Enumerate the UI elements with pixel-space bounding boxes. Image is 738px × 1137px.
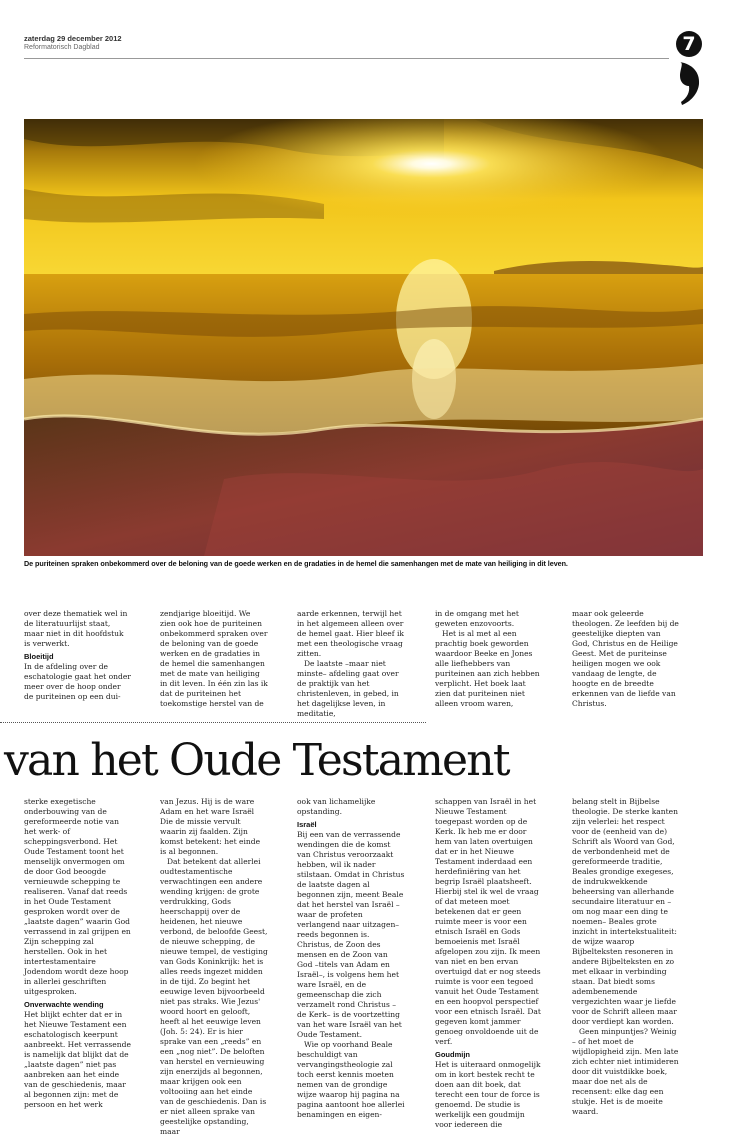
page-number-badge	[676, 31, 702, 57]
sunset-sea-photo	[24, 119, 703, 556]
subheading: Goudmijn	[435, 1050, 470, 1059]
paragraph: Wie op voorhand Beale beschuldigt van vervangingstheologie zal toch eerst kennis moeten nemen van de grondige wijze waarop hij pagina na pagina aantoont hoe allerlei benamingen en eigen-	[297, 1040, 405, 1119]
newspaper-name: Reformatorisch Dagblad	[24, 44, 100, 51]
photo-caption: De puriteinen spraken onbekommerd over de beloning van de goede werken en de gradaties in de hemel die samenhangen met de mate van heiliging in dit leven.	[24, 559, 568, 568]
paragraph: Het is uiteraard onmogelijk om in kort bestek recht te doen aan dit boek, dat terecht een tour de force is genoemd. De studie is werkelijk een goudmijn voor iedereen die	[435, 1060, 541, 1129]
headline: van het Oude Testament	[4, 735, 509, 786]
lower-column-2	[160, 797, 268, 1137]
lower-column-5	[572, 797, 680, 1117]
paragraph: schappen van Israël in het Nieuwe Testament toegepast worden op de Kerk. Ik heb me er door hem van laten overtuigen dat er in het Nieuwe Testament inderdaad een herdefiniëring van het begrip Israël plaatsheeft. Hierbij stel ik wel de vraag of dat meteen moet betekenen dat er geen ruimte meer is voor een etnisch Israël en Gods bemoeienis met Israël afgelopen zou zijn. Ik meen van niet en ben ervan overtuigd dat er nog steeds ruimte is voor een tegoed vanuit het Oude Testament en een hoopvol perspectief voor een etnisch Israël. Dat gegeven komt jammer genoeg onvoldoende uit de verf.	[435, 797, 541, 1046]
paragraph: Het is al met al een prachtig boek geworden waardoor Beeke en Jones alle liefhebbers van puriteinen aan zich hebben verplicht. Het boek laat zien dat puriteinen niet alleen vroom waren,	[435, 629, 540, 708]
paragraph: In de afdeling over de eschatologie gaat het onder meer over de hoop onder de puriteinen op een dui-	[24, 662, 131, 701]
paragraph: ook van lichamelijke opstanding.	[297, 797, 376, 816]
dotted-divider	[0, 722, 426, 723]
paragraph: over deze thematiek wel in de literatuurlijst staat, maar niet in dit hoofdstuk is verwerkt.	[24, 609, 128, 648]
paragraph: zendjarige bloeitijd. We zien ook hoe de puriteinen onbekommerd spraken over de beloning van de goede werken en de gradaties in de hemel die samenhangen met de mate van heiliging in dit leven. In één zin las ik dat de puriteinen het toekomstige herstel van de	[160, 609, 268, 708]
paragraph: aarde erkennen, terwijl het in het algemeen alleen over de hemel gaat. Hier bleef ik met een theologische vraag zitten.	[297, 609, 404, 658]
paragraph: De laatste –maar niet minste– afdeling gaat over de praktijk van het christenleven, in gebed, in het dagelijkse leven, in meditatie,	[297, 659, 399, 718]
page-number: 7	[682, 33, 696, 55]
paragraph: Dat betekent dat allerlei oudtestamentische verwachtingen een andere wending krijgen: de grote verdrukking, Gods heerschappij over de heidenen, het nieuwe verbond, de beloofde Geest, de nieuwe schepping, de nieuwe tempel, de vestiging van Gods Koninkrijk: het is alles reeds ingezet midden in de tijd. Zo begint het eeuwige leven bijvoorbeeld niet pas straks. Wie Jezus' woord hoort en gelooft, heeft al het eeuwige leven (Joh. 5: 24). Er is hier sprake van een „reeds” en een „nog niet”. De beloften van herstel en vernieuwing zijn enerzijds al begonnen, maar krijgen ook een voltooiing aan het einde van de geschiedenis. Dan is er niet alleen sprake van geestelijke opstanding, maar	[160, 857, 268, 1136]
subheading: Bloeitijd	[24, 652, 54, 661]
lower-column-4	[435, 797, 543, 1130]
subheading: Israël	[297, 820, 317, 829]
paragraph: belang stelt in Bijbelse theologie. De sterke kanten zijn velerlei: het respect voor de (eenheid van de) Schrift als Woord van God, de verbondenheid met de gereformeerde traditie, Beales grondige exegeses, de indrukwekkende beheersing van allerhande secundaire literatuur en –om nog maar een ding te noemen– Beales grote inzicht in intertekstualiteit: de wijze waarop Bijbelteksten resoneren in andere Bijbelteksten en zo met elkaar in verbinding staan. Dat biedt soms adembenemende vergezichten waar je liefde voor de Schrift alleen maar door verdiept kan worden.	[572, 797, 678, 1026]
upper-column-1	[24, 609, 132, 702]
paragraph: sterke exegetische onderbouwing van de gereformeerde notie van het werk- of scheppingsverbond. Het Oude Testament toont het menselijk onvermogen om de door God beoogde vernieuwde schepping te realiseren. Vanaf dat reeds in het Oude Testament gesproken wordt over de „laatste dagen” waarin God verrassend in zal grijpen en Zijn schepping zal herstellen. Ook in het intertestamentaire Jodendom wordt deze hoop in allerlei geschriften uitgesproken.	[24, 797, 131, 996]
paragraph: Geen minpuntjes? Weinig – of het moet de wijdlopigheid zijn. Men late zich echter niet intimideren door dit vuistdikke boek, maar doe net als de recensent: elke dag een stukje. Het is de moeite waard.	[572, 1027, 679, 1116]
header-rule	[24, 58, 669, 59]
paragraph: Bij een van de verrassende wendingen die de komst van Christus veroorzaakt hebben, wil ik nader stilstaan. Omdat in Christus de laatste dagen al begonnen zijn, meent Beale dat het herstel van Israël –waar de profeten verlangend naar uitzagen– reeds begonnen is. Christus, de Zoon des mensen en de Zoon van God –titels van Adam en Israël–, is volgens hem het ware Israël, en de gemeenschap die zich verzamelt rond Christus –de Kerk– is de voortzetting van het ware Israël van het Oude Testament.	[297, 830, 405, 1039]
upper-column-3	[297, 609, 405, 719]
subheading: Onverwachte wending	[24, 1000, 104, 1009]
comma-logo-icon	[678, 60, 702, 106]
lower-column-3	[297, 797, 405, 1120]
paragraph: van Jezus. Hij is de ware Adam en het ware Israël Die de missie vervult waarin zij faalden. Zijn komst betekent: het einde is al begonnen.	[160, 797, 261, 856]
upper-column-2	[160, 609, 268, 709]
paragraph: in de omgang met het geweten enzovoorts.	[435, 609, 519, 628]
upper-column-4	[435, 609, 543, 709]
issue-date: zaterdag 29 december 2012	[24, 34, 122, 43]
paragraph: Het blijkt echter dat er in het Nieuwe Testament een eschatologisch keerpunt aanbreekt. Het verrassende is namelijk dat blijkt dat de „laatste dagen” niet pas aanbreken aan het einde van de geschiedenis, maar al begonnen zijn: met de persoon en het werk	[24, 1010, 131, 1109]
upper-column-5	[572, 609, 680, 709]
lower-column-1	[24, 797, 132, 1110]
paragraph: maar ook geleerde theologen. Ze leefden bij de geestelijke diepten van God, Christus en de Heilige Geest. Met de puriteinse heiligen mogen we ook vandaag de lengte, de hoogte en de breedte erkennen van de liefde van Christus.	[572, 609, 679, 708]
